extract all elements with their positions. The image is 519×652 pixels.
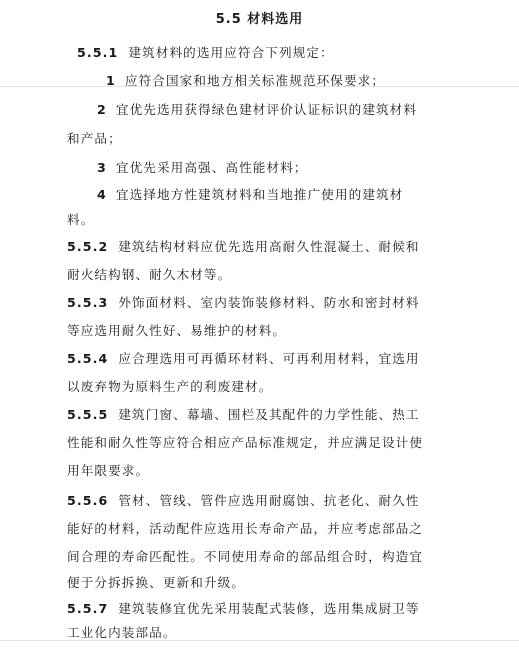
clause-text: 建筑门窗、幕墙、围栏及其配件的力学性能、热工: [118, 407, 420, 422]
clause-text: 管材、管线、管件应选用耐腐蚀、抗老化、耐久性: [118, 493, 420, 508]
clause-text: 建筑材料的选用应符合下列规定：: [128, 45, 334, 60]
clause-5-5-2-line-1: [67, 238, 457, 256]
clause-5-5-4-line-2: 以废弃物为原料生产的利废建材。: [67, 379, 273, 394]
clause-5-5-1-line-1: [77, 44, 467, 62]
clause-text: 应合理选用可再循环材料、可再利用材料，宜选用: [118, 351, 420, 366]
clause-number: 5.5.3: [67, 295, 109, 310]
clause-number: 5.5.1: [77, 45, 119, 60]
clause-5-5-5-line-2: 性能和耐久性等应符合相应产品标准规定，并应满足设计使: [67, 435, 424, 450]
clause-5-5-3-line-2: 等应选用耐久性好、易维护的材料。: [67, 323, 287, 338]
section-title: 5.5 材料选用: [215, 12, 304, 27]
item-number: 1: [106, 73, 116, 88]
clause-5-5-2-line-2: 耐火结构钢、耐久木材等。: [67, 267, 232, 282]
clause-5-5-6-line-4: 便于分拆拆换、更新和升级。: [67, 575, 246, 590]
clause-5-5-6-line-1: [67, 492, 457, 510]
clause-5-5-5-line-3: 用年限要求。: [67, 463, 150, 478]
page-bottom-divider: [0, 640, 519, 641]
item-3-line-1: [97, 159, 487, 177]
clause-text: 建筑结构材料应优先选用高耐久性混凝土、耐候和: [118, 239, 420, 254]
item-number: 4: [97, 187, 107, 202]
item-1-line-1: [106, 72, 496, 90]
clause-text: 外饰面材料、室内装饰装修材料、防水和密封材料: [118, 295, 420, 310]
clause-number: 5.5.2: [67, 239, 109, 254]
clause-5-5-7-line-1: [67, 600, 457, 618]
item-2-line-1: [97, 101, 487, 119]
item-2-line-2: 和产品；: [67, 131, 122, 146]
clause-5-5-4-line-1: [67, 350, 457, 368]
clause-5-5-7-line-2: 工业化内装部品。: [67, 625, 177, 640]
clause-number: 5.5.4: [67, 351, 109, 366]
clause-5-5-5-line-1: [67, 406, 457, 424]
clause-text: 建筑装修宜优先采用装配式装修，选用集成厨卫等: [118, 601, 420, 616]
clause-5-5-6-line-2: 能好的材料，活动配件应选用长寿命产品，并应考虑部品之: [67, 521, 424, 536]
item-4-line-1: [97, 186, 487, 204]
item-number: 2: [97, 102, 107, 117]
clause-number: 5.5.5: [67, 407, 109, 422]
item-text: 宜优先选用获得绿色建材评价认证标识的建筑材料: [115, 102, 418, 117]
clause-number: 5.5.7: [67, 601, 109, 616]
clause-5-5-6-line-3: 间合理的寿命匹配性。不同使用寿命的部品组合时，构造宜: [67, 549, 424, 564]
clause-5-5-3-line-1: [67, 294, 457, 312]
item-text: 宜选择地方性建筑材料和当地推广使用的建筑材: [115, 187, 404, 202]
item-4-line-2: 料。: [67, 212, 95, 227]
item-text: 应符合国家和地方相关标准规范环保要求；: [124, 73, 386, 88]
clause-number: 5.5.6: [67, 493, 109, 508]
item-number: 3: [97, 160, 107, 175]
item-text: 宜优先采用高强、高性能材料；: [115, 160, 308, 175]
